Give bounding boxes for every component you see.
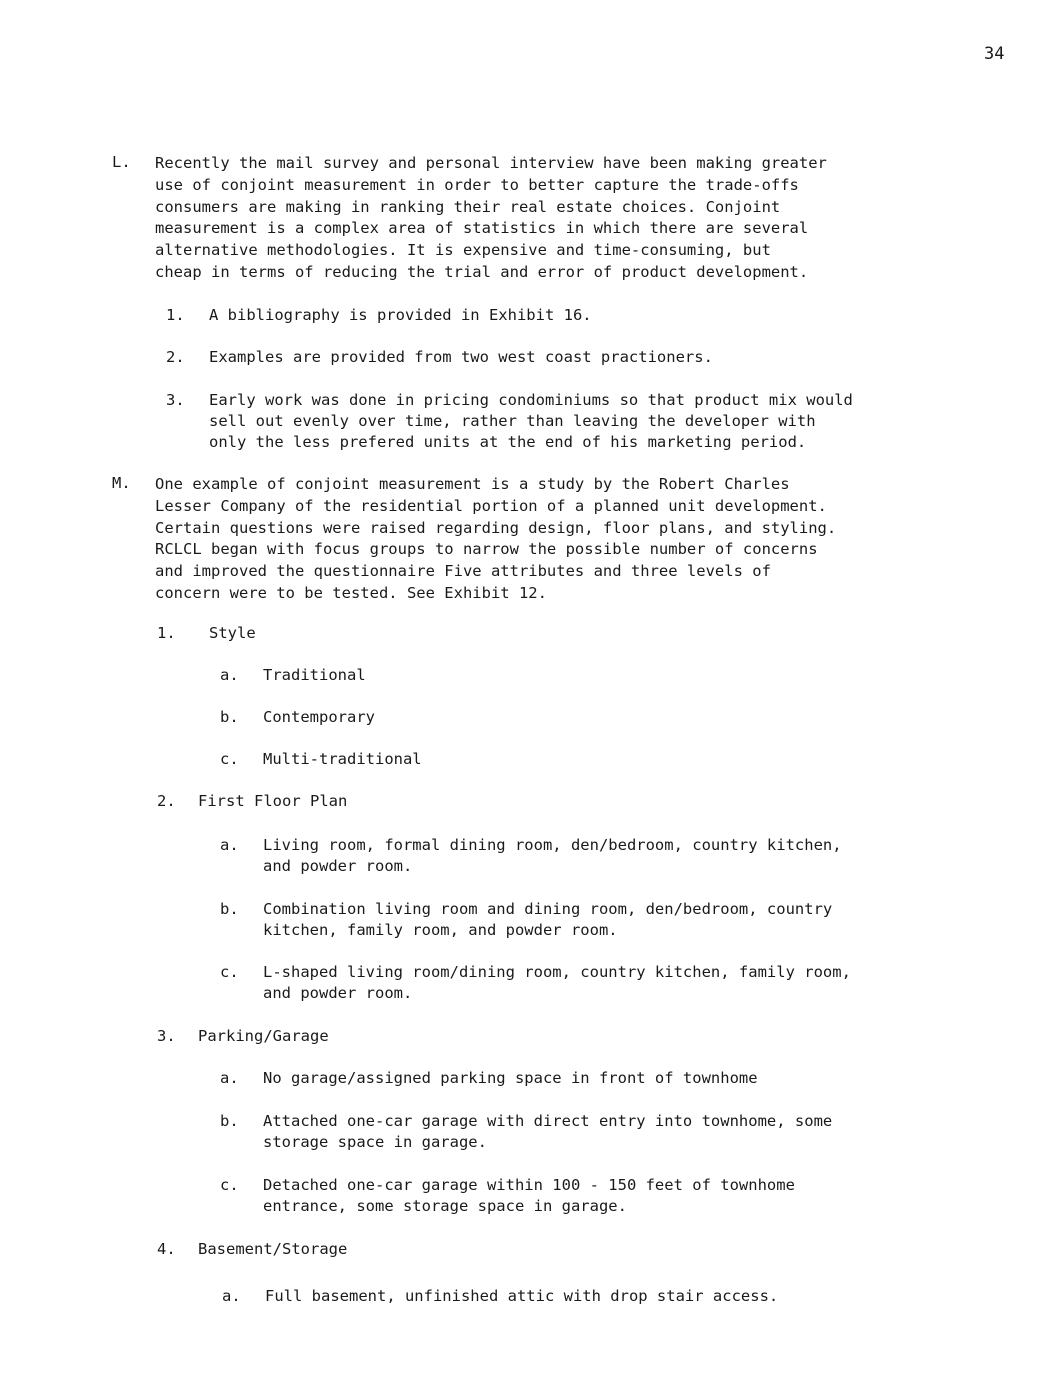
paragraph-line: cheap in terms of reducing the trial and error of product development. [155, 262, 809, 281]
option-text: No garage/assigned parking space in front of townhome [263, 1069, 758, 1087]
attribute-marker: 1. [157, 624, 176, 642]
section-m-marker: M. [112, 474, 131, 492]
option-text: kitchen, family room, and powder room. [263, 921, 618, 939]
option-text: storage space in garage. [263, 1133, 487, 1151]
option-text: Detached one-car garage within 100 - 150 feet of townhome [263, 1176, 795, 1194]
list-item-marker: 1. [166, 306, 185, 324]
section-l-marker: L. [112, 153, 131, 171]
paragraph-line: Recently the mail survey and personal interview have been making greater [155, 154, 827, 172]
paragraph-line: use of conjoint measurement in order to better capture the trade-offs [155, 175, 799, 194]
option-text: Combination living room and dining room, den/bedroom, country [263, 900, 833, 918]
option-text: and powder room. [263, 984, 413, 1002]
option-marker: a. [220, 836, 239, 854]
option-text: L-shaped living room/dining room, country kitchen, family room, [263, 963, 851, 981]
option-text: and powder room. [263, 857, 413, 875]
option-marker: b. [220, 708, 239, 726]
list-item-text: Early work was done in pricing condominiums so that product mix would [209, 391, 853, 409]
option-marker: b. [220, 900, 239, 918]
option-marker: c. [220, 750, 239, 768]
option-text: Traditional [263, 666, 366, 684]
paragraph-line: and improved the questionnaire Five attributes and three levels of [155, 562, 771, 581]
paragraph-line: RCLCL began with focus groups to narrow the possible number of concerns [155, 540, 818, 559]
option-text: Contemporary [263, 708, 375, 726]
option-marker: c. [220, 963, 239, 981]
option-marker: a. [220, 666, 239, 684]
attribute-marker: 4. [157, 1240, 176, 1258]
list-item-text: only the less prefered units at the end of his marketing period. [209, 433, 807, 451]
option-marker: a. [222, 1287, 241, 1305]
list-item-text: A bibliography is provided in Exhibit 16. [209, 306, 592, 324]
paragraph-line: One example of conjoint measurement is a study by the Robert Charles [155, 475, 790, 493]
option-text: entrance, some storage space in garage. [263, 1197, 627, 1215]
attribute-marker: 3. [157, 1027, 176, 1045]
attribute-label: Parking/Garage [198, 1027, 329, 1045]
page-number: 34 [984, 44, 1005, 64]
option-text: Full basement, unfinished attic with drop stair access. [265, 1287, 779, 1305]
option-text: Living room, formal dining room, den/bedroom, country kitchen, [263, 836, 842, 854]
attribute-marker: 2. [157, 792, 176, 810]
list-item-text: Examples are provided from two west coast practioners. [209, 348, 713, 366]
paragraph-line: alternative methodologies. It is expensive and time-consuming, but [155, 241, 771, 260]
attribute-label: First Floor Plan [198, 792, 348, 810]
option-marker: c. [220, 1176, 239, 1194]
paragraph-line: consumers are making in ranking their real estate choices. Conjoint [155, 197, 781, 216]
paragraph-line: measurement is a complex area of statistics in which there are several [155, 219, 809, 238]
list-item-marker: 2. [166, 348, 185, 366]
paragraph-line: concern were to be tested. See Exhibit 12. [155, 583, 547, 602]
section-m-paragraph [155, 474, 965, 605]
option-marker: a. [220, 1069, 239, 1087]
list-item-marker: 3. [166, 391, 185, 409]
attribute-label: Basement/Storage [198, 1240, 348, 1258]
list-item-text: sell out evenly over time, rather than leaving the developer with [209, 412, 816, 430]
paragraph-line: Certain questions were raised regarding design, floor plans, and styling. [155, 518, 837, 537]
section-l-paragraph [155, 153, 965, 284]
option-text: Multi-traditional [263, 750, 422, 768]
option-marker: b. [220, 1112, 239, 1130]
paragraph-line: Lesser Company of the residential portion of a planned unit development. [155, 496, 827, 515]
option-text: Attached one-car garage with direct entry into townhome, some [263, 1112, 833, 1130]
attribute-label: Style [209, 624, 256, 642]
